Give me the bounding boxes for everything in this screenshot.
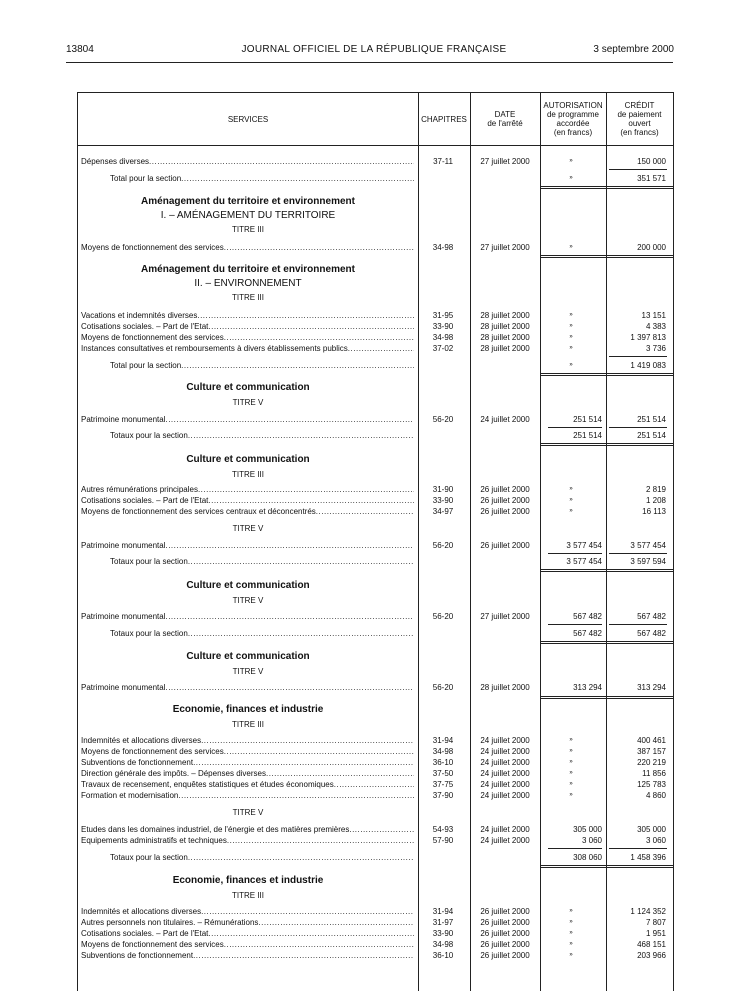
table-row [78, 332, 673, 343]
row-credit: 1 951 [645, 929, 666, 938]
ministry-heading: Culture et communication [186, 454, 310, 465]
row-date: 28 juillet 2000 [480, 344, 530, 353]
row-autorisation: » [569, 323, 573, 329]
sum-rule [609, 427, 667, 428]
section-subtitle: I. – AMÉNAGEMENT DU TERRITOIRE [160, 210, 336, 221]
row-date: 24 juillet 2000 [480, 747, 530, 756]
titre-heading: TITRE III [232, 470, 264, 479]
ministry-heading: Aménagement du territoire et environnement [141, 264, 355, 275]
row-label: Moyens de fonctionnement des services ..... [81, 746, 414, 757]
row-chapitre: 56-20 [432, 683, 454, 692]
sum-rule [609, 624, 667, 625]
row-autorisation: » [569, 908, 573, 914]
titre-heading: TITRE III [232, 293, 264, 302]
row-credit: 200 000 [637, 243, 666, 252]
row-label: Moyens de fonctionnement des services centraux et déconcentrés ..... [81, 506, 414, 517]
row-autorisation: » [569, 770, 573, 776]
row-credit: 150 000 [637, 157, 666, 166]
row-autorisation: 313 294 [573, 683, 602, 692]
sum-rule [540, 569, 673, 570]
table-row [78, 768, 673, 779]
row-credit: 4 383 [645, 322, 666, 331]
row-autorisation: » [569, 497, 573, 503]
row-label: Subventions de fonctionnement ..... [81, 950, 414, 961]
sum-rule [609, 553, 667, 554]
titre-heading: TITRE V [232, 667, 264, 676]
row-autorisation: » [569, 486, 573, 492]
table-row [78, 310, 673, 321]
sum-rule [540, 445, 673, 446]
row-autorisation: 567 482 [573, 629, 602, 638]
titre-heading: TITRE V [232, 808, 264, 817]
ministry-heading: Economie, finances et industrie [172, 704, 324, 715]
sum-rule [540, 443, 673, 444]
row-credit: 313 294 [637, 683, 666, 692]
row-chapitre: 31-94 [432, 736, 454, 745]
row-date: 24 juillet 2000 [480, 780, 530, 789]
col-header-credit: CRÉDIT de paiement ouvert (en francs) [617, 101, 662, 137]
row-chapitre: 34-97 [432, 507, 454, 516]
row-credit: 251 514 [637, 415, 666, 424]
row-label: Instances consultatives et remboursements à divers établissements publics ..... [81, 343, 414, 354]
row-date: 27 juillet 2000 [480, 243, 530, 252]
row-credit: 125 783 [637, 780, 666, 789]
row-autorisation: 251 514 [573, 431, 602, 440]
row-autorisation: » [569, 748, 573, 754]
section-subtitle: II. – ENVIRONNEMENT [194, 278, 302, 289]
row-label: Totaux pour la section ..... [110, 852, 414, 863]
table-row [78, 824, 673, 835]
header-rule [66, 62, 673, 63]
row-credit: 567 482 [637, 629, 666, 638]
row-credit: 468 151 [637, 940, 666, 949]
table-row [78, 928, 673, 939]
row-label: Equipements administratifs et techniques ..... [81, 835, 414, 846]
row-chapitre: 31-94 [432, 907, 454, 916]
row-credit: 13 151 [641, 311, 666, 320]
row-autorisation: » [569, 345, 573, 351]
row-credit: 251 514 [637, 431, 666, 440]
sum-rule [540, 188, 673, 189]
col-header-services: SERVICES [227, 114, 269, 124]
row-date: 24 juillet 2000 [480, 736, 530, 745]
sum-rule [548, 624, 602, 625]
col-header-chapitres: CHAPITRES [421, 114, 467, 124]
row-chapitre: 31-90 [432, 485, 454, 494]
row-credit: 7 807 [645, 918, 666, 927]
row-label: Patrimoine monumental ..... [81, 682, 414, 693]
row-chapitre: 34-98 [432, 940, 454, 949]
row-date: 28 juillet 2000 [480, 333, 530, 342]
row-label: Formation et modernisation ..... [81, 790, 414, 801]
journal-title: JOURNAL OFFICIEL DE LA RÉPUBLIQUE FRANÇAISE [241, 44, 507, 55]
table-row [78, 343, 673, 354]
header-separator [78, 145, 673, 146]
row-chapitre: 57-90 [432, 836, 454, 845]
row-autorisation: » [569, 312, 573, 318]
titre-heading: TITRE V [232, 596, 264, 605]
titre-heading: TITRE III [232, 720, 264, 729]
row-date: 26 juillet 2000 [480, 907, 530, 916]
total-row [78, 556, 673, 567]
row-credit: 3 577 454 [630, 541, 666, 550]
row-chapitre: 31-97 [432, 918, 454, 927]
row-date: 24 juillet 2000 [480, 836, 530, 845]
sum-rule [609, 169, 667, 170]
row-autorisation: » [569, 175, 573, 181]
page-number: 13804 [66, 44, 94, 55]
sum-rule [540, 696, 673, 697]
row-label: Direction générale des impôts. – Dépenses diverses ..... [81, 768, 414, 779]
sum-rule [540, 255, 673, 256]
sum-rule [609, 356, 667, 357]
row-autorisation: » [569, 362, 573, 368]
row-autorisation: » [569, 792, 573, 798]
ministry-heading: Aménagement du territoire et environnement [141, 196, 355, 207]
row-autorisation: » [569, 941, 573, 947]
row-credit: 2 819 [645, 485, 666, 494]
row-label: Subventions de fonctionnement ..... [81, 757, 414, 768]
row-autorisation: 308 060 [573, 853, 602, 862]
row-label: Totaux pour la section ..... [110, 430, 414, 441]
row-chapitre: 37-02 [432, 344, 454, 353]
row-autorisation: 305 000 [573, 825, 602, 834]
table-row [78, 506, 673, 517]
row-date: 24 juillet 2000 [480, 769, 530, 778]
row-label: Cotisations sociales. – Part de l'Etat ..... [81, 495, 414, 506]
row-label: Total pour la section ..... [110, 360, 414, 371]
ministry-heading: Culture et communication [186, 580, 310, 591]
row-autorisation: » [569, 508, 573, 514]
row-date: 26 juillet 2000 [480, 940, 530, 949]
row-label: Indemnités et allocations diverses ..... [81, 735, 414, 746]
table-row [78, 757, 673, 768]
ministry-heading: Economie, finances et industrie [172, 875, 324, 886]
row-date: 26 juillet 2000 [480, 541, 530, 550]
table-row [78, 950, 673, 961]
row-label: Cotisations sociales. – Part de l'Etat ..... [81, 321, 414, 332]
table-row [78, 835, 673, 846]
titre-heading: TITRE V [232, 524, 264, 533]
row-credit: 4 860 [645, 791, 666, 800]
sum-rule [540, 698, 673, 699]
row-chapitre: 36-10 [432, 758, 454, 767]
row-credit: 203 966 [637, 951, 666, 960]
total-row [78, 360, 673, 371]
row-credit: 1 208 [645, 496, 666, 505]
row-label: Patrimoine monumental ..... [81, 414, 414, 425]
row-chapitre: 54-93 [432, 825, 454, 834]
row-label: Moyens de fonctionnement des services ..... [81, 939, 414, 950]
row-autorisation: » [569, 919, 573, 925]
table-row [78, 242, 673, 253]
row-date: 24 juillet 2000 [480, 791, 530, 800]
total-row [78, 628, 673, 639]
row-credit: 387 157 [637, 747, 666, 756]
row-autorisation: » [569, 158, 573, 164]
table-row [78, 495, 673, 506]
row-autorisation: » [569, 737, 573, 743]
row-label: Dépenses diverses ..... [81, 156, 414, 167]
sum-rule [609, 848, 667, 849]
row-autorisation: 3 060 [581, 836, 602, 845]
row-date: 24 juillet 2000 [480, 415, 530, 424]
row-autorisation: » [569, 244, 573, 250]
row-chapitre: 36-10 [432, 951, 454, 960]
row-credit: 16 113 [642, 507, 666, 516]
total-row [78, 852, 673, 863]
row-date: 26 juillet 2000 [480, 507, 530, 516]
row-chapitre: 56-20 [432, 612, 454, 621]
row-date: 28 juillet 2000 [480, 311, 530, 320]
row-chapitre: 37-75 [432, 780, 454, 789]
row-autorisation: 567 482 [573, 612, 602, 621]
row-credit: 11 856 [642, 769, 666, 778]
row-date: 24 juillet 2000 [480, 825, 530, 834]
row-chapitre: 31-95 [432, 311, 454, 320]
row-date: 24 juillet 2000 [480, 758, 530, 767]
row-label: Patrimoine monumental ..... [81, 611, 414, 622]
row-chapitre: 37-50 [432, 769, 454, 778]
sum-rule [540, 571, 673, 572]
row-credit: 3 597 594 [630, 557, 666, 566]
row-label: Travaux de recensement, enquêtes statistiques et études économiques ..... [81, 779, 414, 790]
row-date: 27 juillet 2000 [480, 612, 530, 621]
table-row [78, 917, 673, 928]
row-credit: 567 482 [637, 612, 666, 621]
row-label: Moyens de fonctionnement des services ..... [81, 242, 414, 253]
table-row [78, 321, 673, 332]
table-row [78, 906, 673, 917]
row-label: Patrimoine monumental ..... [81, 540, 414, 551]
titre-heading: TITRE III [232, 891, 264, 900]
sum-rule [548, 553, 602, 554]
row-label: Indemnités et allocations diverses ..... [81, 906, 414, 917]
row-chapitre: 33-90 [432, 929, 454, 938]
row-credit: 220 219 [637, 758, 666, 767]
total-row [78, 430, 673, 441]
row-credit: 400 461 [637, 736, 666, 745]
row-chapitre: 33-90 [432, 496, 454, 505]
row-credit: 1 458 396 [630, 853, 666, 862]
table-row [78, 735, 673, 746]
row-autorisation: 251 514 [573, 415, 602, 424]
row-date: 26 juillet 2000 [480, 496, 530, 505]
row-credit: 1 124 352 [630, 907, 666, 916]
row-chapitre: 34-98 [432, 243, 454, 252]
sum-rule [540, 643, 673, 644]
row-credit: 1 419 083 [630, 361, 666, 370]
table-row [78, 611, 673, 622]
row-autorisation: » [569, 759, 573, 765]
row-credit: 305 000 [637, 825, 666, 834]
row-credit: 3 060 [645, 836, 666, 845]
issue-date: 3 septembre 2000 [593, 44, 674, 55]
row-date: 26 juillet 2000 [480, 929, 530, 938]
row-autorisation: » [569, 781, 573, 787]
table-row [78, 779, 673, 790]
row-label: Cotisations sociales. – Part de l'Etat ..... [81, 928, 414, 939]
row-autorisation: 3 577 454 [566, 541, 602, 550]
row-date: 28 juillet 2000 [480, 322, 530, 331]
row-date: 28 juillet 2000 [480, 683, 530, 692]
row-autorisation: » [569, 952, 573, 958]
row-autorisation: » [569, 334, 573, 340]
sum-rule [540, 375, 673, 376]
row-credit: 1 397 813 [630, 333, 666, 342]
row-autorisation: 3 577 454 [566, 557, 602, 566]
col-header-date: DATE de l'arrêté [487, 110, 523, 128]
ministry-heading: Culture et communication [186, 382, 310, 393]
sum-rule [548, 848, 602, 849]
row-label: Autres personnels non titulaires. – Rémunérations ..... [81, 917, 414, 928]
table-row [78, 746, 673, 757]
col-header-autorisation: AUTORISATION de programme accordée (en francs) [543, 101, 603, 137]
sum-rule [540, 867, 673, 868]
row-date: 26 juillet 2000 [480, 951, 530, 960]
row-label: Autres rémunérations principales ..... [81, 484, 414, 495]
row-label: Vacations et indemnités diverses ..... [81, 310, 414, 321]
row-credit: 3 736 [645, 344, 666, 353]
row-chapitre: 34-98 [432, 747, 454, 756]
titre-heading: TITRE III [232, 225, 264, 234]
row-chapitre: 56-20 [432, 541, 454, 550]
row-label: Etudes dans les domaines industriel, de l'énergie et des matières premières ..... [81, 824, 414, 835]
row-label: Totaux pour la section ..... [110, 556, 414, 567]
row-chapitre: 37-11 [433, 157, 453, 166]
titre-heading: TITRE V [232, 398, 264, 407]
row-date: 27 juillet 2000 [480, 157, 530, 166]
ministry-heading: Culture et communication [186, 651, 310, 662]
row-label: Total pour la section ..... [110, 173, 414, 184]
sum-rule [548, 427, 602, 428]
row-chapitre: 33-90 [432, 322, 454, 331]
row-chapitre: 34-98 [432, 333, 454, 342]
row-date: 26 juillet 2000 [480, 918, 530, 927]
row-date: 26 juillet 2000 [480, 485, 530, 494]
sum-rule [540, 641, 673, 642]
table-row [78, 156, 673, 167]
sum-rule [540, 257, 673, 258]
row-credit: 351 571 [637, 174, 666, 183]
credits-table [77, 92, 674, 991]
row-chapitre: 37-90 [432, 791, 454, 800]
row-autorisation: » [569, 930, 573, 936]
row-label: Totaux pour la section ..... [110, 628, 414, 639]
row-label: Moyens de fonctionnement des services ..... [81, 332, 414, 343]
sum-rule [540, 186, 673, 187]
row-chapitre: 56-20 [432, 415, 454, 424]
table-row [78, 790, 673, 801]
table-row [78, 414, 673, 425]
sum-rule [540, 373, 673, 374]
sum-rule [540, 865, 673, 866]
table-row [78, 939, 673, 950]
table-row [78, 540, 673, 551]
table-row [78, 484, 673, 495]
table-row [78, 682, 673, 693]
total-row [78, 173, 673, 184]
